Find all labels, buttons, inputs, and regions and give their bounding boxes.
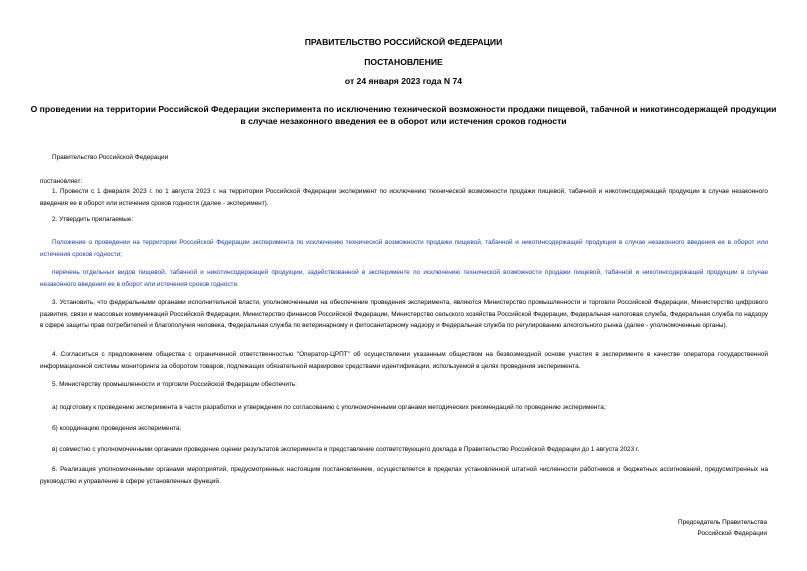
regulation-link[interactable]: Положение о проведении на территории Российской Федерации эксперимента по исключению технической возможности продажи пищевой, табачной и никотинсодержащей продукции в случае незаконного введения ее в оборот или истечения сроков годности; [40,239,768,258]
paragraph-5b: б) координацию проведения эксперимента; [52,425,182,432]
paragraph-1: 1. Провести с 1 февраля 2023 г. по 1 августа 2023 г. на территории Российской Федерации эксперимент по исключению технической возможности продажи пищевой, табачной и никотинсодержащей продукции в случае незаконного введения ее в оборот или истечения сроков годности (далее - эксперимент). [40,188,768,207]
paragraph-4: 4. Согласиться с предложением общества с ограниченной ответственностью "Оператор-ЦРПТ" об осуществлении указанным обществом на безвозмездной основе участия в эксперименте в качестве оператора государственной информационной системы мониторинга за оборотом товаров, подлежащих обязательной маркировке средствами идентификации, используемой в целях проведения эксперимента. [40,351,768,370]
paragraph-5: 5. Министерству промышленности и торговли Российской Федерации обеспечить: [52,381,297,388]
intro-paragraph: Правительство Российской Федерации [52,154,169,161]
paragraph-5a: а) подготовку к проведению эксперимента в части разработки и утверждения по согласованию с уполномоченными органами методических рекомендаций по проведению эксперимента; [52,404,606,411]
date-number-heading: от 24 января 2023 года N 74 [344,76,463,86]
signature-organization: Российской Федерации [697,530,767,537]
paragraph-5c: в) совместно с уполномоченными органами проведение оценки результатов эксперимента и представление соответствующего доклада в Правительство Российской Федерации до 1 августа 2023 г. [52,446,640,453]
issuer-heading: ПРАВИТЕЛЬСТВО РОССИЙСКОЙ ФЕДЕРАЦИИ [304,37,503,47]
document-type-heading: ПОСТАНОВЛЕНИЕ [364,57,443,67]
signature-title: Председатель Правительства [678,519,767,526]
paragraph-3: 3. Установить, что федеральными органами исполнительной власти, уполномоченными на обеспечение проведения эксперимента, являются Министерство промышленности и торговли Российской Федерации, Министерство цифрового развития, связи и массовых коммуникаций Российской Федерации, Министерство финансов Российской Федерации, Министерство сельского хозяйства Российской Федерации, Федеральная налоговая служба, Федеральная служба по надзору в сфере защиты прав потребителей и благополучия человека, Федеральная служба по ветеринарному и фитосанитарному надзору и Федеральная служба по регулированию алкогольного рынка (далее - уполномоченные органы). [40,299,768,329]
paragraph-6: 6. Реализация уполномоченными органами мероприятий, предусмотренных настоящим постановлением, осуществляется в пределах установленной штатной численности работников и бюджетных ассигнований, предусмотренных на руководство и управление в сфере установленных функций. [40,466,768,485]
product-list-link[interactable]: перечень отдельных видов пищевой, табачной и никотинсодержащей продукции, задействованной в эксперименте по исключению технической возможности продажи пищевой, табачной и никотинсодержащей продукции в случае незаконного введения ее в оборот или истечения сроков годности. [40,269,768,288]
paragraph-2: 2. Утвердить прилагаемые: [52,216,134,223]
resolves-paragraph: постановляет: [40,178,83,185]
document-title: О проведении на территории Российской Федерации эксперимента по исключению технической возможности продажи пищевой, табачной и никотинсодержащей продукции в случае незаконного введения ее в оборот или истечения сроков годности [30,104,777,126]
